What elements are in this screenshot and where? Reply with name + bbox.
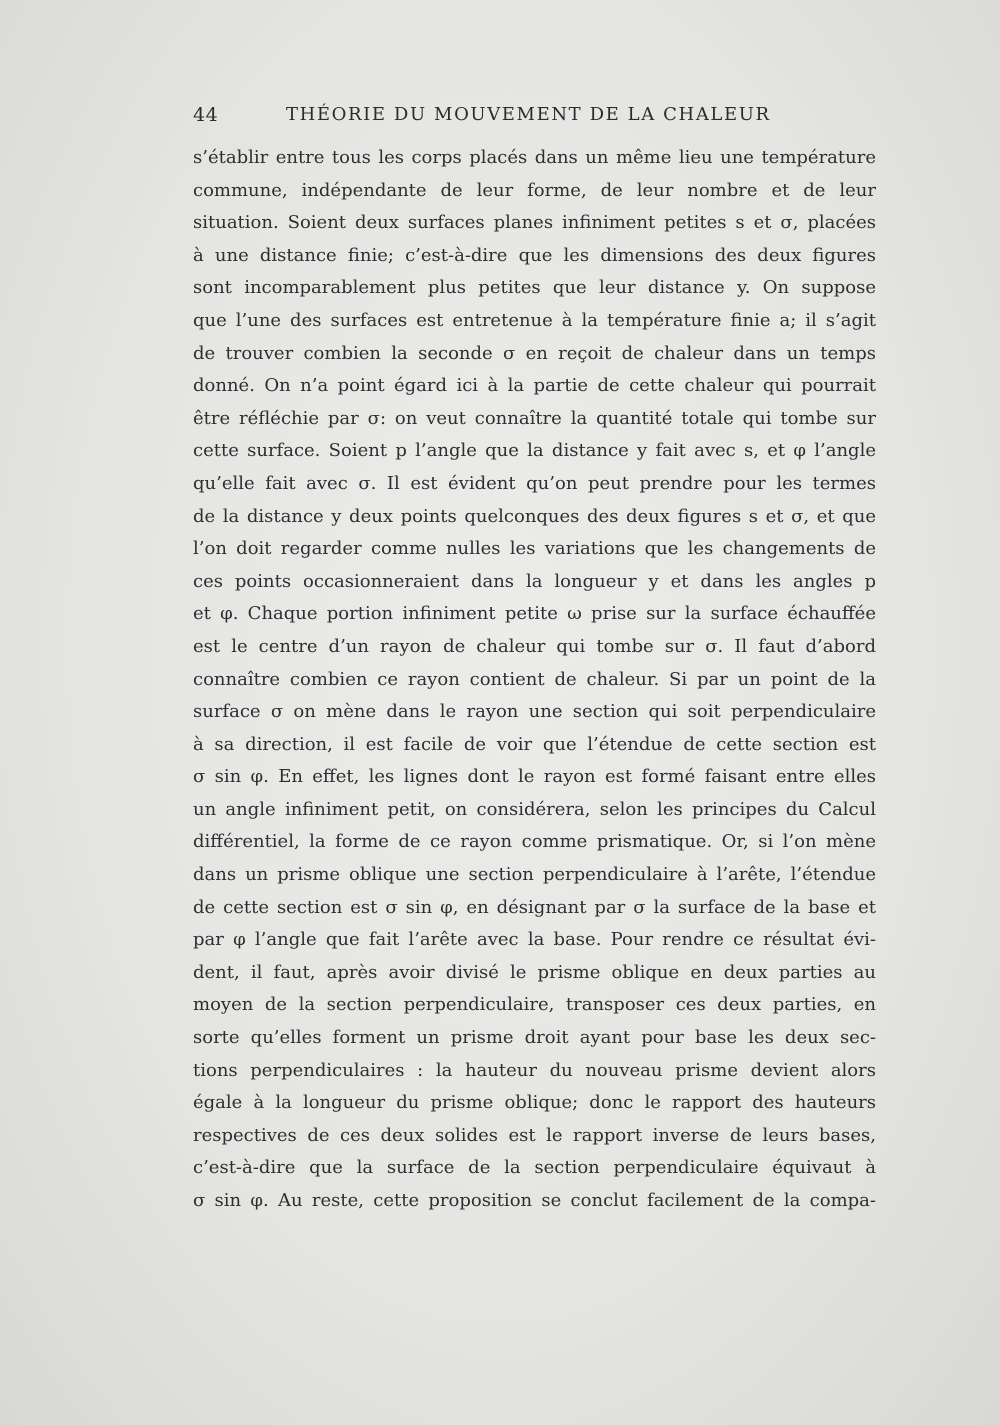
text-line: moyen de la section perpendiculaire, transposer ces deux parties, en [193,994,876,1016]
text-line: commune, indépendante de leur forme, de leur nombre et de leur [193,179,876,201]
body-text [193,142,876,1218]
text-line: donné. On n’a point égard ici à la partie de cette chaleur qui pourrait [193,375,876,397]
text-line: est le centre d’un rayon de chaleur qui tombe sur σ. Il faut d’abord [193,635,876,657]
text-line: cette surface. Soient p l’angle que la distance y fait avec s, et φ l’angle [193,440,876,462]
text-line: sont incomparablement plus petites que leur distance y. On suppose [193,277,876,299]
text-line: dans un prisme oblique une section perpendiculaire à l’arête, l’étendue [193,864,876,886]
text-line: connaître combien ce rayon contient de chaleur. Si par un point de la [193,668,876,690]
text-line: tions perpendiculaires : la hauteur du nouveau prisme devient alors [193,1059,876,1081]
text-line: différentiel, la forme de ce rayon comme prismatique. Or, si l’on mène [193,831,876,853]
text-line: σ sin φ. Au reste, cette proposition se conclut facilement de la compa- [193,1190,876,1211]
text-line: σ sin φ. En effet, les lignes dont le rayon est formé faisant entre elles [193,766,876,788]
text-line: par φ l’angle que fait l’arête avec la base. Pour rendre ce résultat évi- [193,929,876,951]
running-title: THÉORIE DU MOUVEMENT DE LA CHALEUR [286,104,771,125]
text-line: et φ. Chaque portion infiniment petite ω prise sur la surface échauffée [193,603,876,625]
page-number: 44 [193,104,219,126]
text-line: être réfléchie par σ: on veut connaître la quantité totale qui tombe sur [193,407,876,429]
text-line: respectives de ces deux solides est le rapport inverse de leurs bases, [193,1124,876,1146]
text-line: à une distance finie; c’est-à-dire que les dimensions des deux figures [193,244,876,266]
text-line: s’établir entre tous les corps placés dans un même lieu une température [193,147,876,168]
text-line: c’est-à-dire que la surface de la section perpendiculaire équivaut à [193,1157,876,1179]
text-line: que l’une des surfaces est entretenue à la température finie a; il s’agit [193,309,876,331]
text-line: ces points occasionneraient dans la longueur y et dans les angles p [193,570,876,592]
text-line: l’on doit regarder comme nulles les variations que les changements de [193,538,876,560]
text-line: un angle infiniment petit, on considérera, selon les principes du Calcul [193,798,876,820]
text-line: de trouver combien la seconde σ en reçoit de chaleur dans un temps [193,342,876,364]
text-line: dent, il faut, après avoir divisé le prisme oblique en deux parties au [193,961,876,983]
text-line: de cette section est σ sin φ, en désignant par σ la surface de la base et [193,896,876,918]
text-line: sorte qu’elles forment un prisme droit ayant pour base les deux sec- [193,1027,876,1049]
running-head [193,104,883,134]
text-line: égale à la longueur du prisme oblique; donc le rapport des hauteurs [193,1092,876,1114]
text-line: qu’elle fait avec σ. Il est évident qu’on peut prendre pour les termes [193,472,876,494]
text-line: de la distance y deux points quelconques des deux figures s et σ, et que [193,505,876,527]
text-line: surface σ on mène dans le rayon une section qui soit perpendiculaire [193,701,876,723]
text-line: à sa direction, il est facile de voir que l’étendue de cette section est [193,733,876,755]
text-line: situation. Soient deux surfaces planes infiniment petites s et σ, placées [193,212,876,234]
